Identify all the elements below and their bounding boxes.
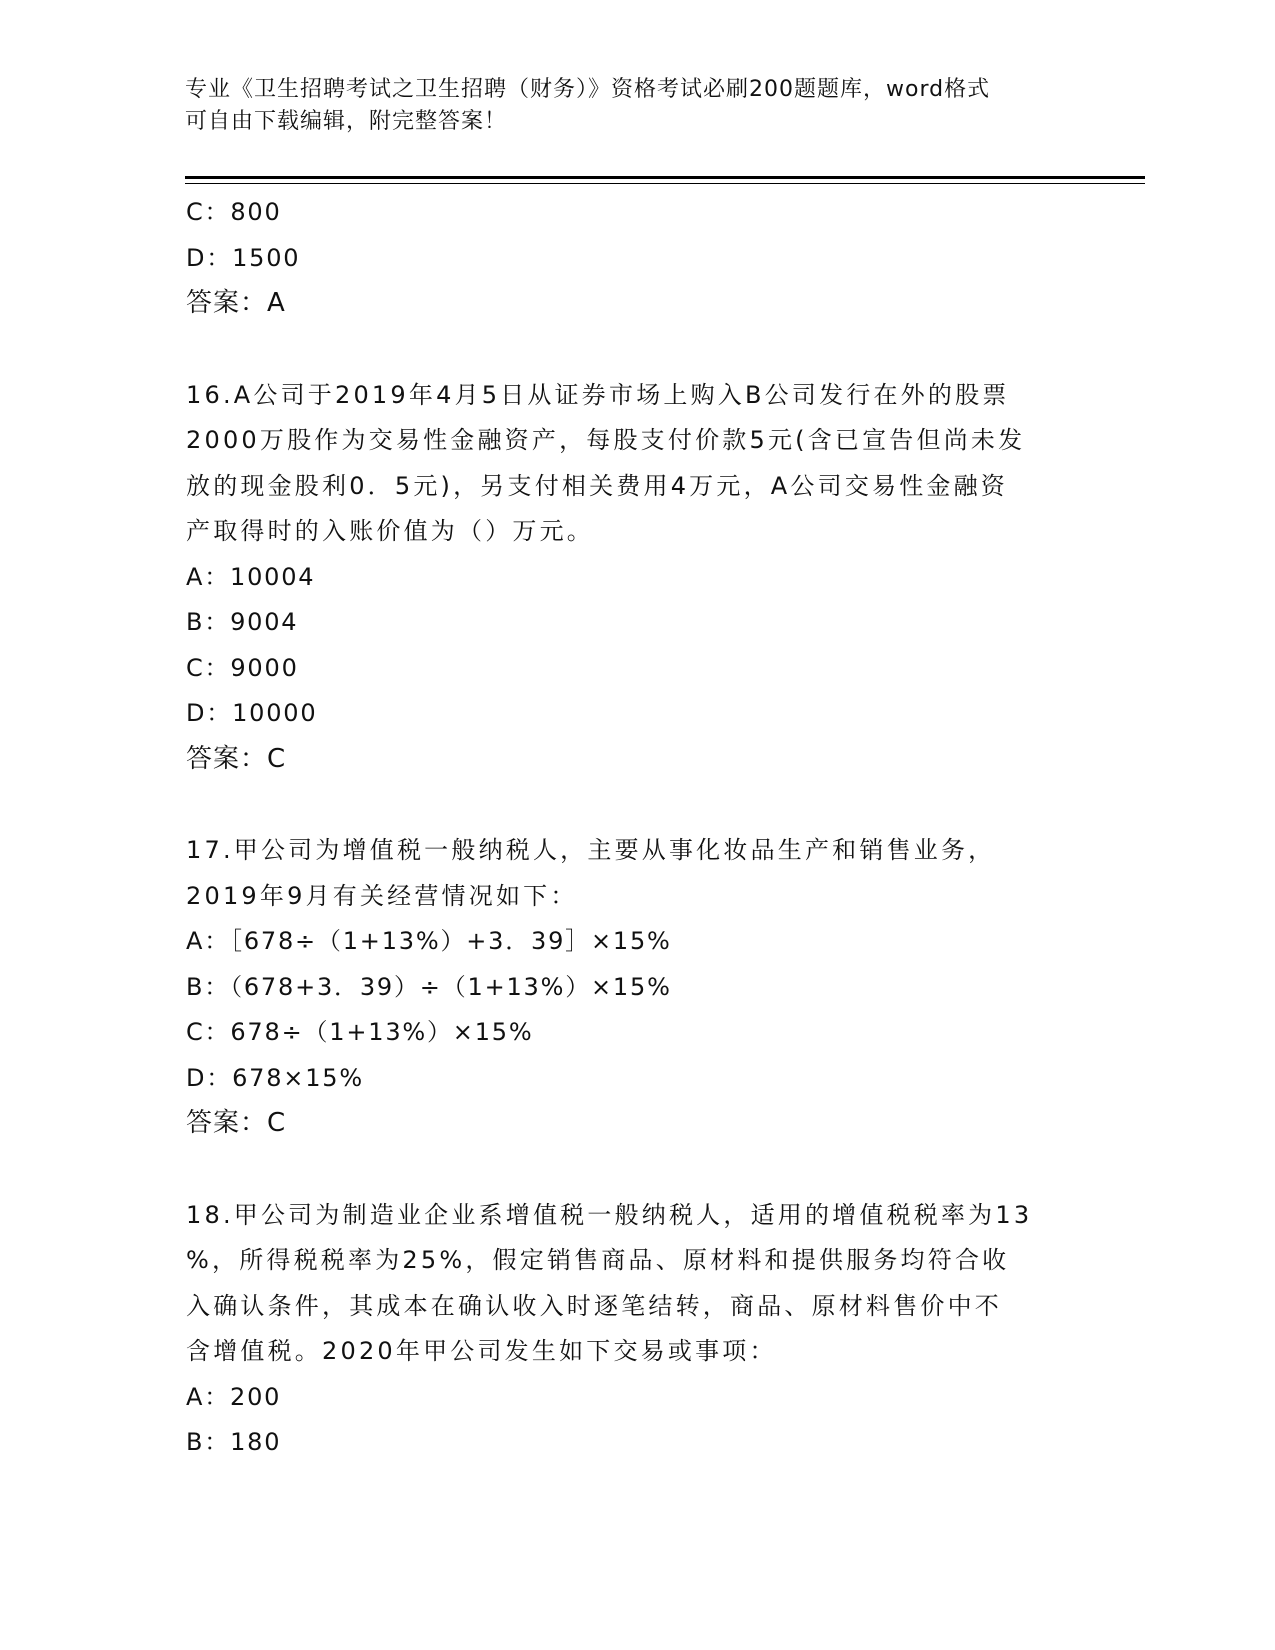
spacer [186,327,1086,373]
option-b: B：180 [186,1428,282,1456]
question-stem [186,373,1066,555]
stem-line: 入确认条件，其成本在确认收入时逐笔结转，商品、原材料售价中不 [186,1291,1002,1320]
header-divider-thin [185,183,1145,184]
stem-line: 17.甲公司为增值税一般纳税人，主要从事化妆品生产和销售业务， [186,836,996,864]
stem-line: 2000万股作为交易性金融资产，每股支付价款5元(含已宣告但尚未发 [186,426,1026,454]
stem-line: 18.甲公司为制造业企业系增值税一般纳税人，适用的增值税税率为13 [186,1200,1033,1229]
header-line-1: 专业《卫生招聘考试之卫生招聘（财务）》资格考试必刷200题题库，word格式 [185,77,991,102]
option-b: B：（678+3．39）÷（1+13%）×15% [186,972,672,1001]
header-divider-thick [185,176,1145,179]
spacer [186,782,1086,828]
option-d: D：10000 [186,699,318,727]
question-stem [186,1193,1066,1375]
question-18 [186,1193,1086,1466]
stem-line: 含增值税。2020年甲公司发生如下交易或事项： [186,1337,777,1365]
answer-line: 答案：C [186,1108,287,1138]
option-a: A：200 [186,1382,282,1411]
option-a: A：［678÷（1+13%）+3．39］×15% [186,927,672,955]
question-15-tail [186,190,1086,327]
page-header [185,74,1065,138]
option-b: B：9004 [186,608,299,636]
option-d: D：678×15% [186,1063,364,1092]
option-c: C：678÷（1+13%）×15% [186,1018,534,1046]
question-list [186,190,1086,1466]
stem-line: 16.A公司于2019年4月5日从证券市场上购入B公司发行在外的股票 [186,380,1010,409]
option-c: C：9000 [186,653,299,682]
answer-line: 答案：C [186,743,287,774]
stem-line: %，所得税税率为25%，假定销售商品、原材料和提供服务均符合收 [186,1246,1010,1274]
stem-line: 2019年9月有关经营情况如下： [186,881,578,910]
header-line-2: 可自由下载编辑，附完整答案！ [185,109,508,134]
option-d: D：1500 [186,243,301,272]
question-stem [186,828,1066,919]
stem-line: 放的现金股利0．5元)，另支付相关费用4万元，A公司交易性金融资 [186,471,1008,500]
question-16 [186,373,1086,783]
answer-line: 答案：A [186,288,286,318]
question-17 [186,828,1086,1147]
stem-line: 产取得时的入账价值为（）万元。 [186,517,594,545]
option-c: C：800 [186,198,282,226]
spacer [186,1147,1086,1193]
option-a: A：10004 [186,562,316,591]
